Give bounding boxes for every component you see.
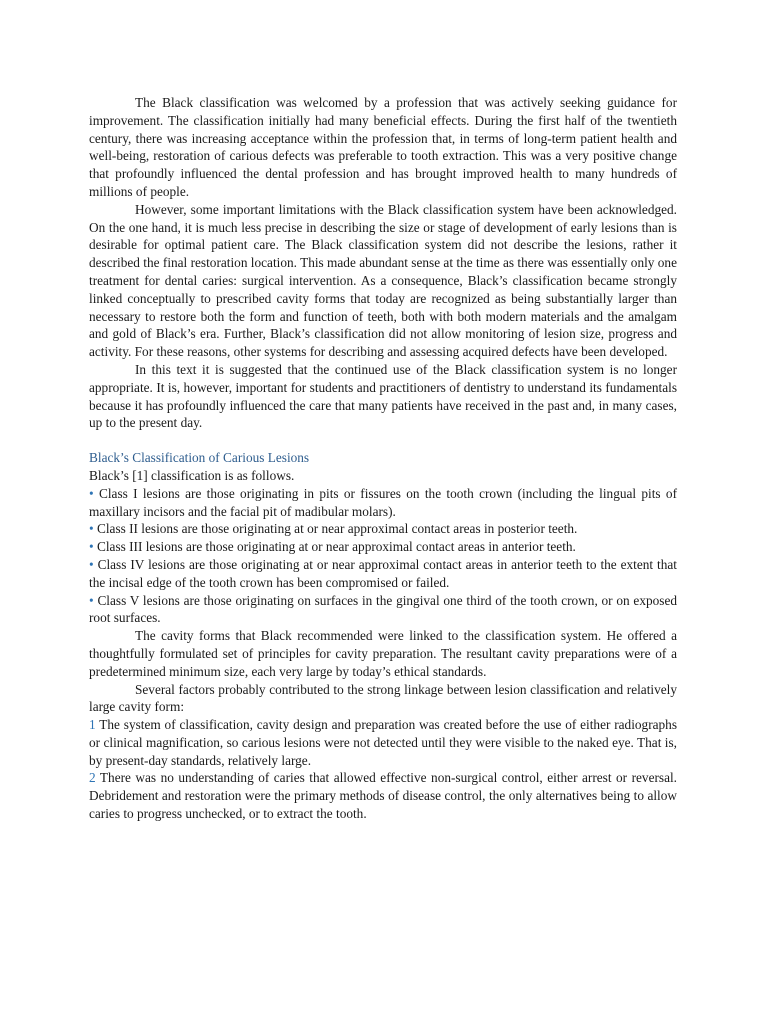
list-item — [89, 485, 677, 521]
class-item-text: Class III lesions are those originating at or near approximal contact areas in anterior teeth. — [96, 539, 576, 555]
class-item-text: Class V lesions are those originating on surfaces in the gingival one third of the tooth crown, or on exposed root surfaces. — [89, 592, 678, 626]
bullet-icon: • — [89, 556, 94, 572]
class-item-text: Class II lesions are those originating at or near approximal contact areas in posterior teeth. — [96, 521, 578, 537]
list-item — [89, 592, 677, 628]
factors-intro-paragraph: Several factors probably contributed to the strong linkage between lesion classification and relatively large cavity form: — [89, 681, 677, 715]
factor-text: The system of classification, cavity design and preparation was created before the use of either radiographs or clinical magnification, so carious lesions were not detected until they were visible to the naked eye. That is, by present-day standards, relatively large. — [89, 717, 677, 768]
bullet-icon: • — [89, 592, 94, 608]
document-page — [89, 94, 677, 823]
list-item — [89, 520, 677, 538]
list-item — [89, 556, 677, 592]
factor-text: There was no understanding of caries that allowed effective non-surgical control, either arrest or reversal. Debridement and restoration were the primary methods of disease control, the only alternatives being to allow caries to progress unchecked, or to extract the tooth. — [89, 770, 677, 822]
class-item-text: Class IV lesions are those originating at or near approximal contact areas in anterior teeth to the extent that the incisal edge of the tooth crown has been compromised or failed. — [89, 556, 677, 590]
class-list — [89, 485, 677, 627]
section-spacer — [89, 432, 677, 449]
intro-paragraph-1: The Black classification was welcomed by a profession that was actively seeking guidance for improvement. The classification initially had many beneficial effects. During the first half of the twentieth century, there was increasing acceptance within the profession that, in terms of long-term patient health and well-being, restoration of carious defects was preferable to tooth extraction. This was a very positive change that profoundly influenced the dental profession and has brought improved health to many hundreds of millions of people. — [89, 95, 677, 199]
bullet-icon: • — [89, 521, 94, 537]
section-lead: Black’s [1] classification is as follows. — [89, 467, 295, 483]
factor-number: 1 — [89, 717, 96, 733]
section-heading: Black’s Classification of Carious Lesions — [89, 450, 310, 466]
bullet-icon: • — [89, 485, 94, 501]
cavity-forms-paragraph: The cavity forms that Black recommended were linked to the classification system. He offered a thoughtfully formulated set of principles for cavity preparation. The resultant cavity preparations were of a predetermined minimum size, each very large by today’s ethical standards. — [89, 628, 677, 679]
list-item — [89, 716, 677, 769]
class-item-text: Class I lesions are those originating in pits or fissures on the tooth crown (including the lingual pits of maxillary incisors and the facial pit of madibular molars). — [89, 485, 678, 519]
intro-paragraph-3: In this text it is suggested that the continued use of the Black classification system is no longer appropriate. It is, however, important for students and practitioners of dentistry to understand its fundamentals because it has profoundly influenced the care that many patients have received in the past and, in many cases, up to the present day. — [89, 361, 677, 431]
list-item — [89, 538, 677, 556]
factor-list — [89, 716, 677, 823]
intro-paragraph-2: However, some important limitations with the Black classification system have been acknowledged. On the one hand, it is much less precise in describing the size or stage of development of early lesions than is desirable for optimal patient care. The Black classification system did not describe the lesions, rather it described the final restoration location. This made abundant sense at the time as there was essentially only one treatment for dental caries: surgical intervention. As a consequence, Black’s classification became strongly linked conceptually to prescribed cavity forms that today are recognized as being substantially larger than necessary to restore both the form and function of teeth, both with both modern materials and the amalgam and gold of Black’s era. Further, Black’s classification did not allow monitoring of lesion size, progress and activity. For these reasons, other systems for describing and assessing acquired defects have been developed. — [89, 201, 677, 360]
bullet-icon: • — [89, 539, 94, 555]
factor-number: 2 — [89, 770, 96, 786]
list-item — [89, 769, 677, 822]
